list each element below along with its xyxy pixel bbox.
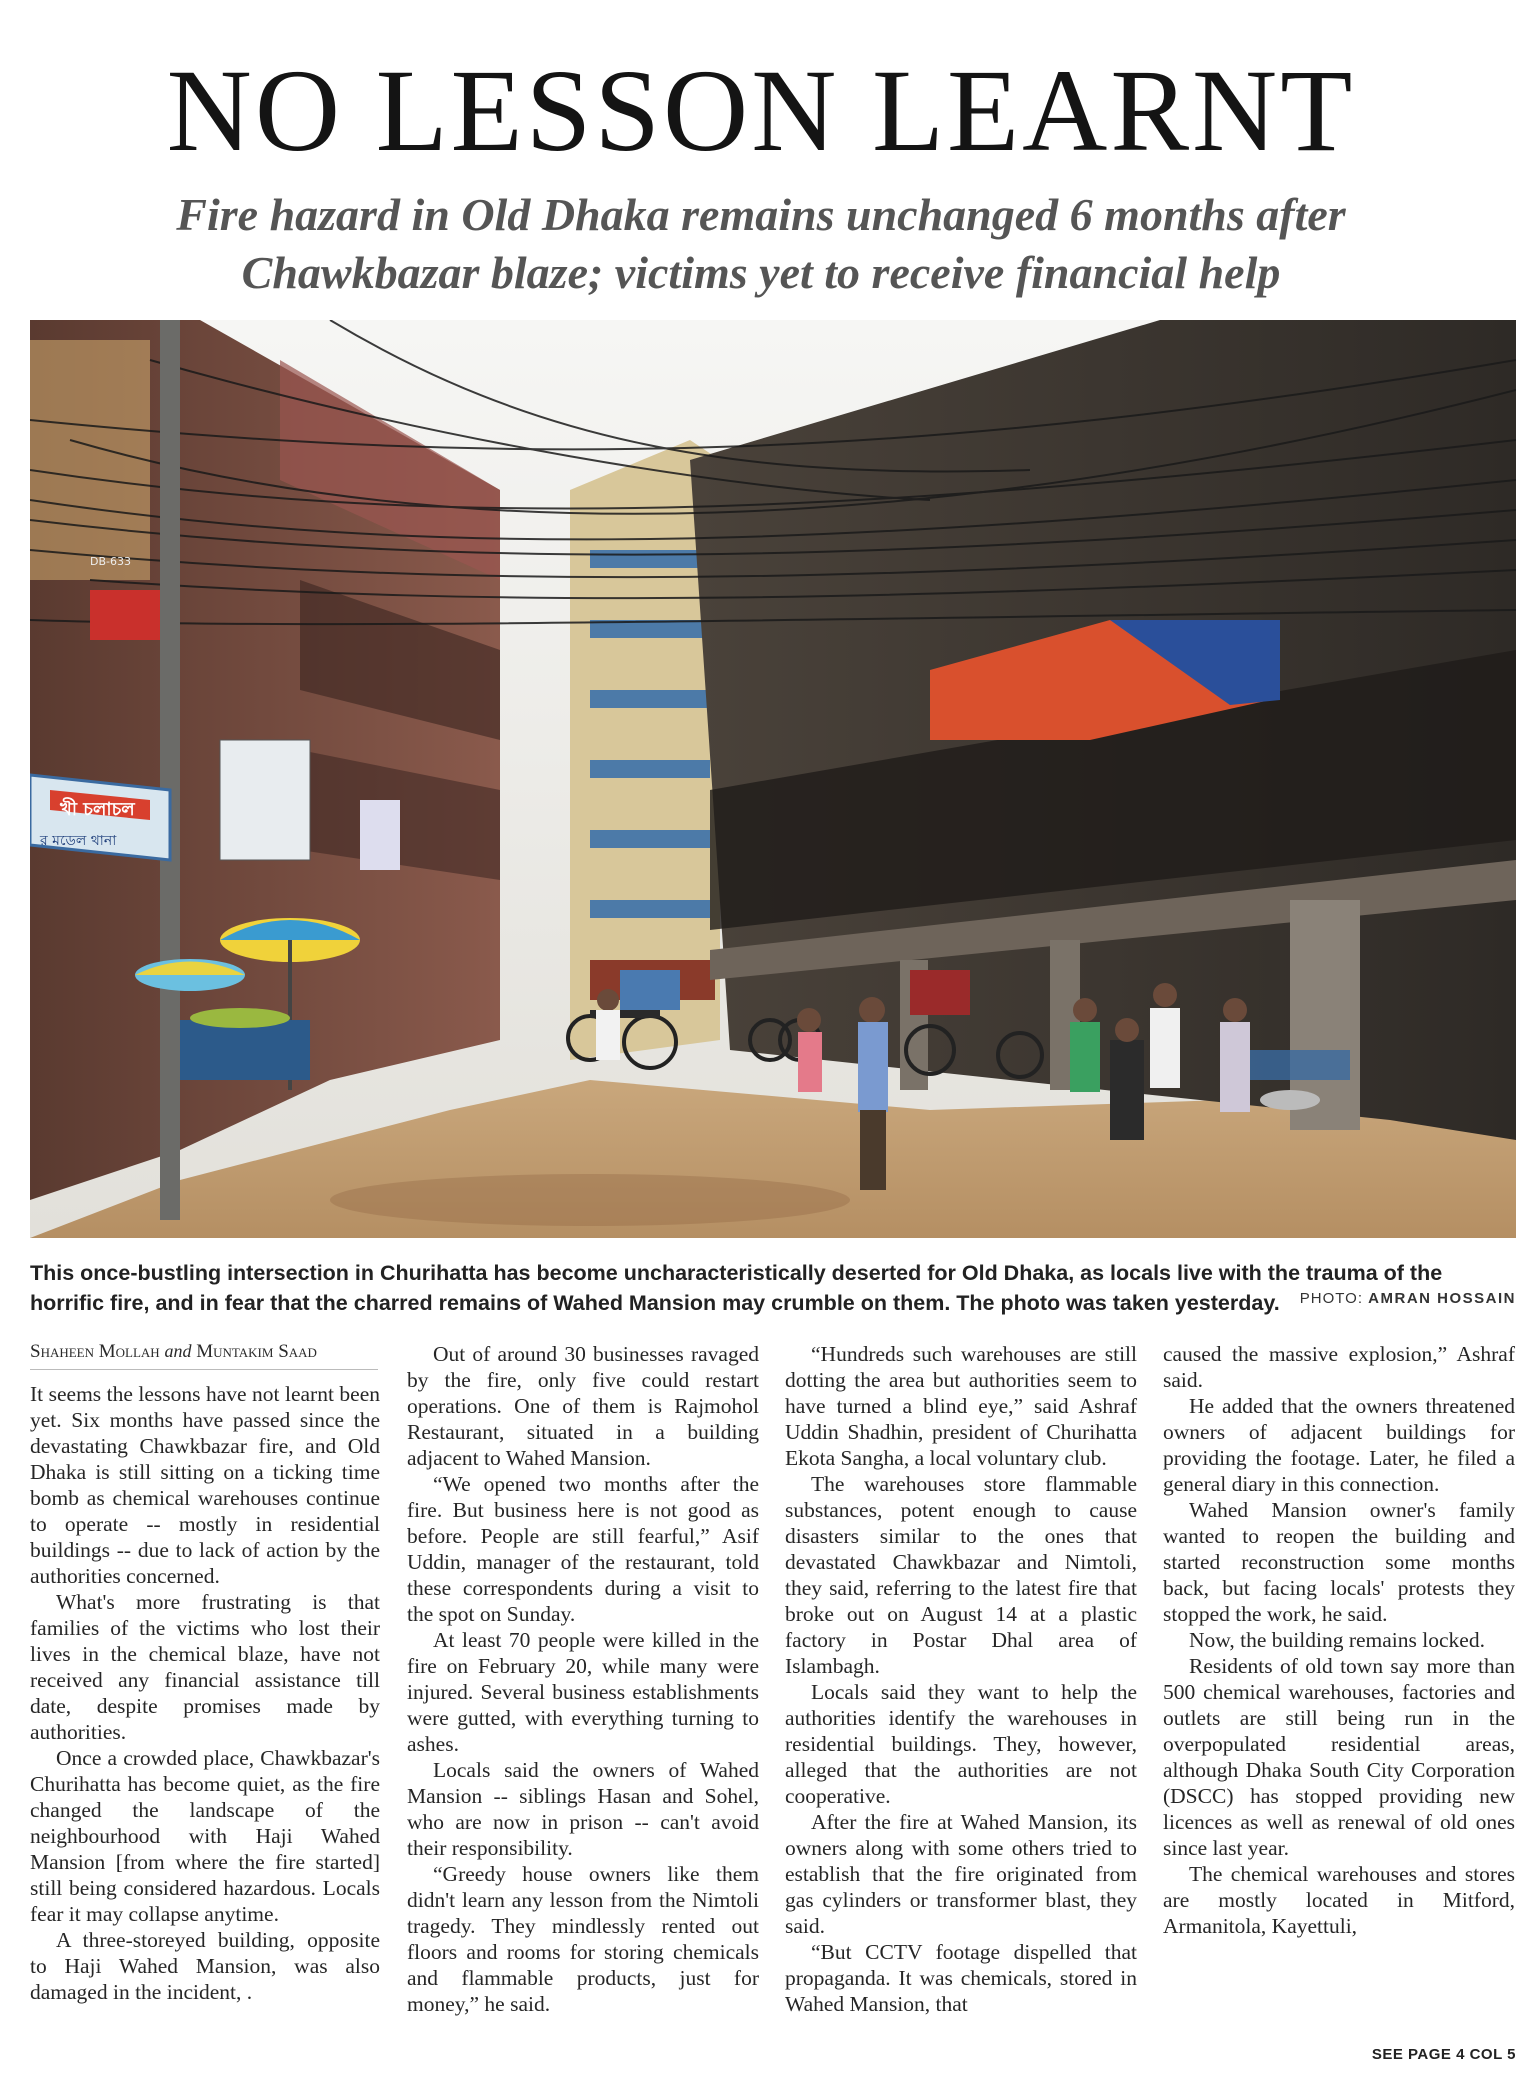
paragraph: caused the massive explosion,” Ashraf said. bbox=[1163, 1342, 1515, 1392]
photo-credit bbox=[1300, 1290, 1516, 1307]
author-2: Muntakim Saad bbox=[196, 1341, 317, 1362]
paragraph: “We opened two months after the fire. But business here is not good as before. People are still fearful,” Asif Uddin, manager of the restaurant, told these correspondents during a visit to the spot on Sunday. bbox=[407, 1472, 759, 1626]
news-photo bbox=[30, 320, 1516, 1238]
article-column-1 bbox=[30, 1381, 380, 2005]
street-scene-illustration bbox=[30, 320, 1516, 1238]
paragraph: Residents of old town say more than 500 chemical warehouses, factories and outlets are still being run in the overpopulated residential areas, although Dhaka South City Corporation (DSCC) has stopped providing new licences as well as renewal of old ones since last year. bbox=[1163, 1654, 1515, 1860]
paragraph: The warehouses store flammable substances, potent enough to cause disasters similar to the ones that devastated Chawkbazar and Nimtoli, they said, referring to the latest fire that broke out on August 14 at a plastic factory in Postar Dhal area of Islambagh. bbox=[785, 1472, 1137, 1678]
article-column-3 bbox=[785, 1341, 1137, 2017]
paragraph: At least 70 people were killed in the fire on February 20, while many were injured. Several business establishments were gutted, with everything turning to ashes. bbox=[407, 1628, 759, 1756]
article-column-4 bbox=[1163, 1341, 1515, 1939]
paragraph: A three-storeyed building, opposite to Haji Wahed Mansion, was also damaged in the incident, . bbox=[30, 1928, 380, 2004]
paragraph: “Greedy house owners like them didn't learn any lesson from the Nimtoli tragedy. They mindlessly rented out floors and rooms for storing chemicals and flammable products, just for money,” he said. bbox=[407, 1862, 759, 2016]
paragraph: He added that the owners threatened owners of adjacent buildings for providing the footage. Later, he filed a general diary in this connection. bbox=[1163, 1394, 1515, 1496]
headline: NO LESSON LEARNT bbox=[166, 45, 1356, 176]
byline bbox=[30, 1341, 378, 1370]
byline-conjunction: and bbox=[164, 1341, 192, 1361]
paragraph: Now, the building remains locked. bbox=[1189, 1628, 1485, 1652]
author-1: Shaheen Mollah bbox=[30, 1341, 160, 1362]
paragraph: After the fire at Wahed Mansion, its owners along with some others tried to establish that the fire originated from gas cylinders or transformer blast, they said. bbox=[785, 1810, 1137, 1938]
article-column-2 bbox=[407, 1341, 759, 2017]
photo-caption: This once-bustling intersection in Churihatta has become uncharacteristically deserted for Old Dhaka, as locals live with the trauma of the horrific fire, and in fear that the charred remains of Wahed Mansion may crumble on them. The photo was taken yesterday. bbox=[30, 1261, 1443, 1315]
paragraph: “But CCTV footage dispelled that propaganda. It was chemicals, stored in Wahed Mansion, that bbox=[785, 1940, 1137, 2016]
paragraph: “Hundreds such warehouses are still dotting the area but authorities seem to have turned a blind eye,” said Ashraf Uddin Shadhin, president of Churihatta Ekota Sangha, a local voluntary club. bbox=[785, 1342, 1137, 1470]
paragraph: The chemical warehouses and stores are mostly located in Mitford, Armanitola, Kayettuli, bbox=[1163, 1862, 1515, 1938]
blue-sign-text: র মডেল থানা bbox=[40, 833, 117, 849]
subheadline: Fire hazard in Old Dhaka remains unchanged 6 months after Chawkbazar blaze; victims yet to receive financial help bbox=[176, 189, 1346, 298]
paragraph: It seems the lessons have not learnt been yet. Six months have passed since the devastating Chawkbazar fire, and Old Dhaka is still sitting on a ticking time bomb as chemical warehouses continue to operate -- mostly in residential buildings -- due to lack of action by the authorities concerned. bbox=[30, 1382, 380, 1588]
pole-plate-text: DB-633 bbox=[90, 555, 131, 568]
paragraph: Locals said the owners of Wahed Mansion -- siblings Hasan and Sohel, who are now in prison -- can't avoid their responsibility. bbox=[407, 1758, 759, 1860]
red-sign-text: খী চলাচল bbox=[60, 799, 135, 820]
credit-label: PHOTO: bbox=[1299, 1290, 1363, 1307]
paragraph: Wahed Mansion owner's family wanted to reopen the building and started reconstruction some months back, but facing locals' protests they stopped the work, he said. bbox=[1163, 1498, 1515, 1626]
continued-jump-line[interactable]: SEE PAGE 4 COL 5 bbox=[1371, 2046, 1516, 2063]
paragraph: Once a crowded place, Chawkbazar's Churihatta has become quiet, as the fire changed the landscape of the neighbourhood with Haji Wahed Mansion [from where the fire started] still being considered hazardous. Locals fear it may collapse anytime. bbox=[30, 1746, 380, 1926]
paragraph: Out of around 30 businesses ravaged by the fire, only five could restart operations. One of them is Rajmohol Restaurant, situated in a building adjacent to Wahed Mansion. bbox=[407, 1342, 759, 1470]
credit-name: AMRAN HOSSAIN bbox=[1368, 1290, 1516, 1307]
paragraph: Locals said they want to help the authorities identify the warehouses in residential buildings. They, however, alleged that the authorities are not cooperative. bbox=[785, 1680, 1137, 1808]
paragraph: What's more frustrating is that families of the victims who lost their lives in the chemical blaze, have not received any financial assistance till date, despite promises made by authorities. bbox=[30, 1590, 380, 1744]
